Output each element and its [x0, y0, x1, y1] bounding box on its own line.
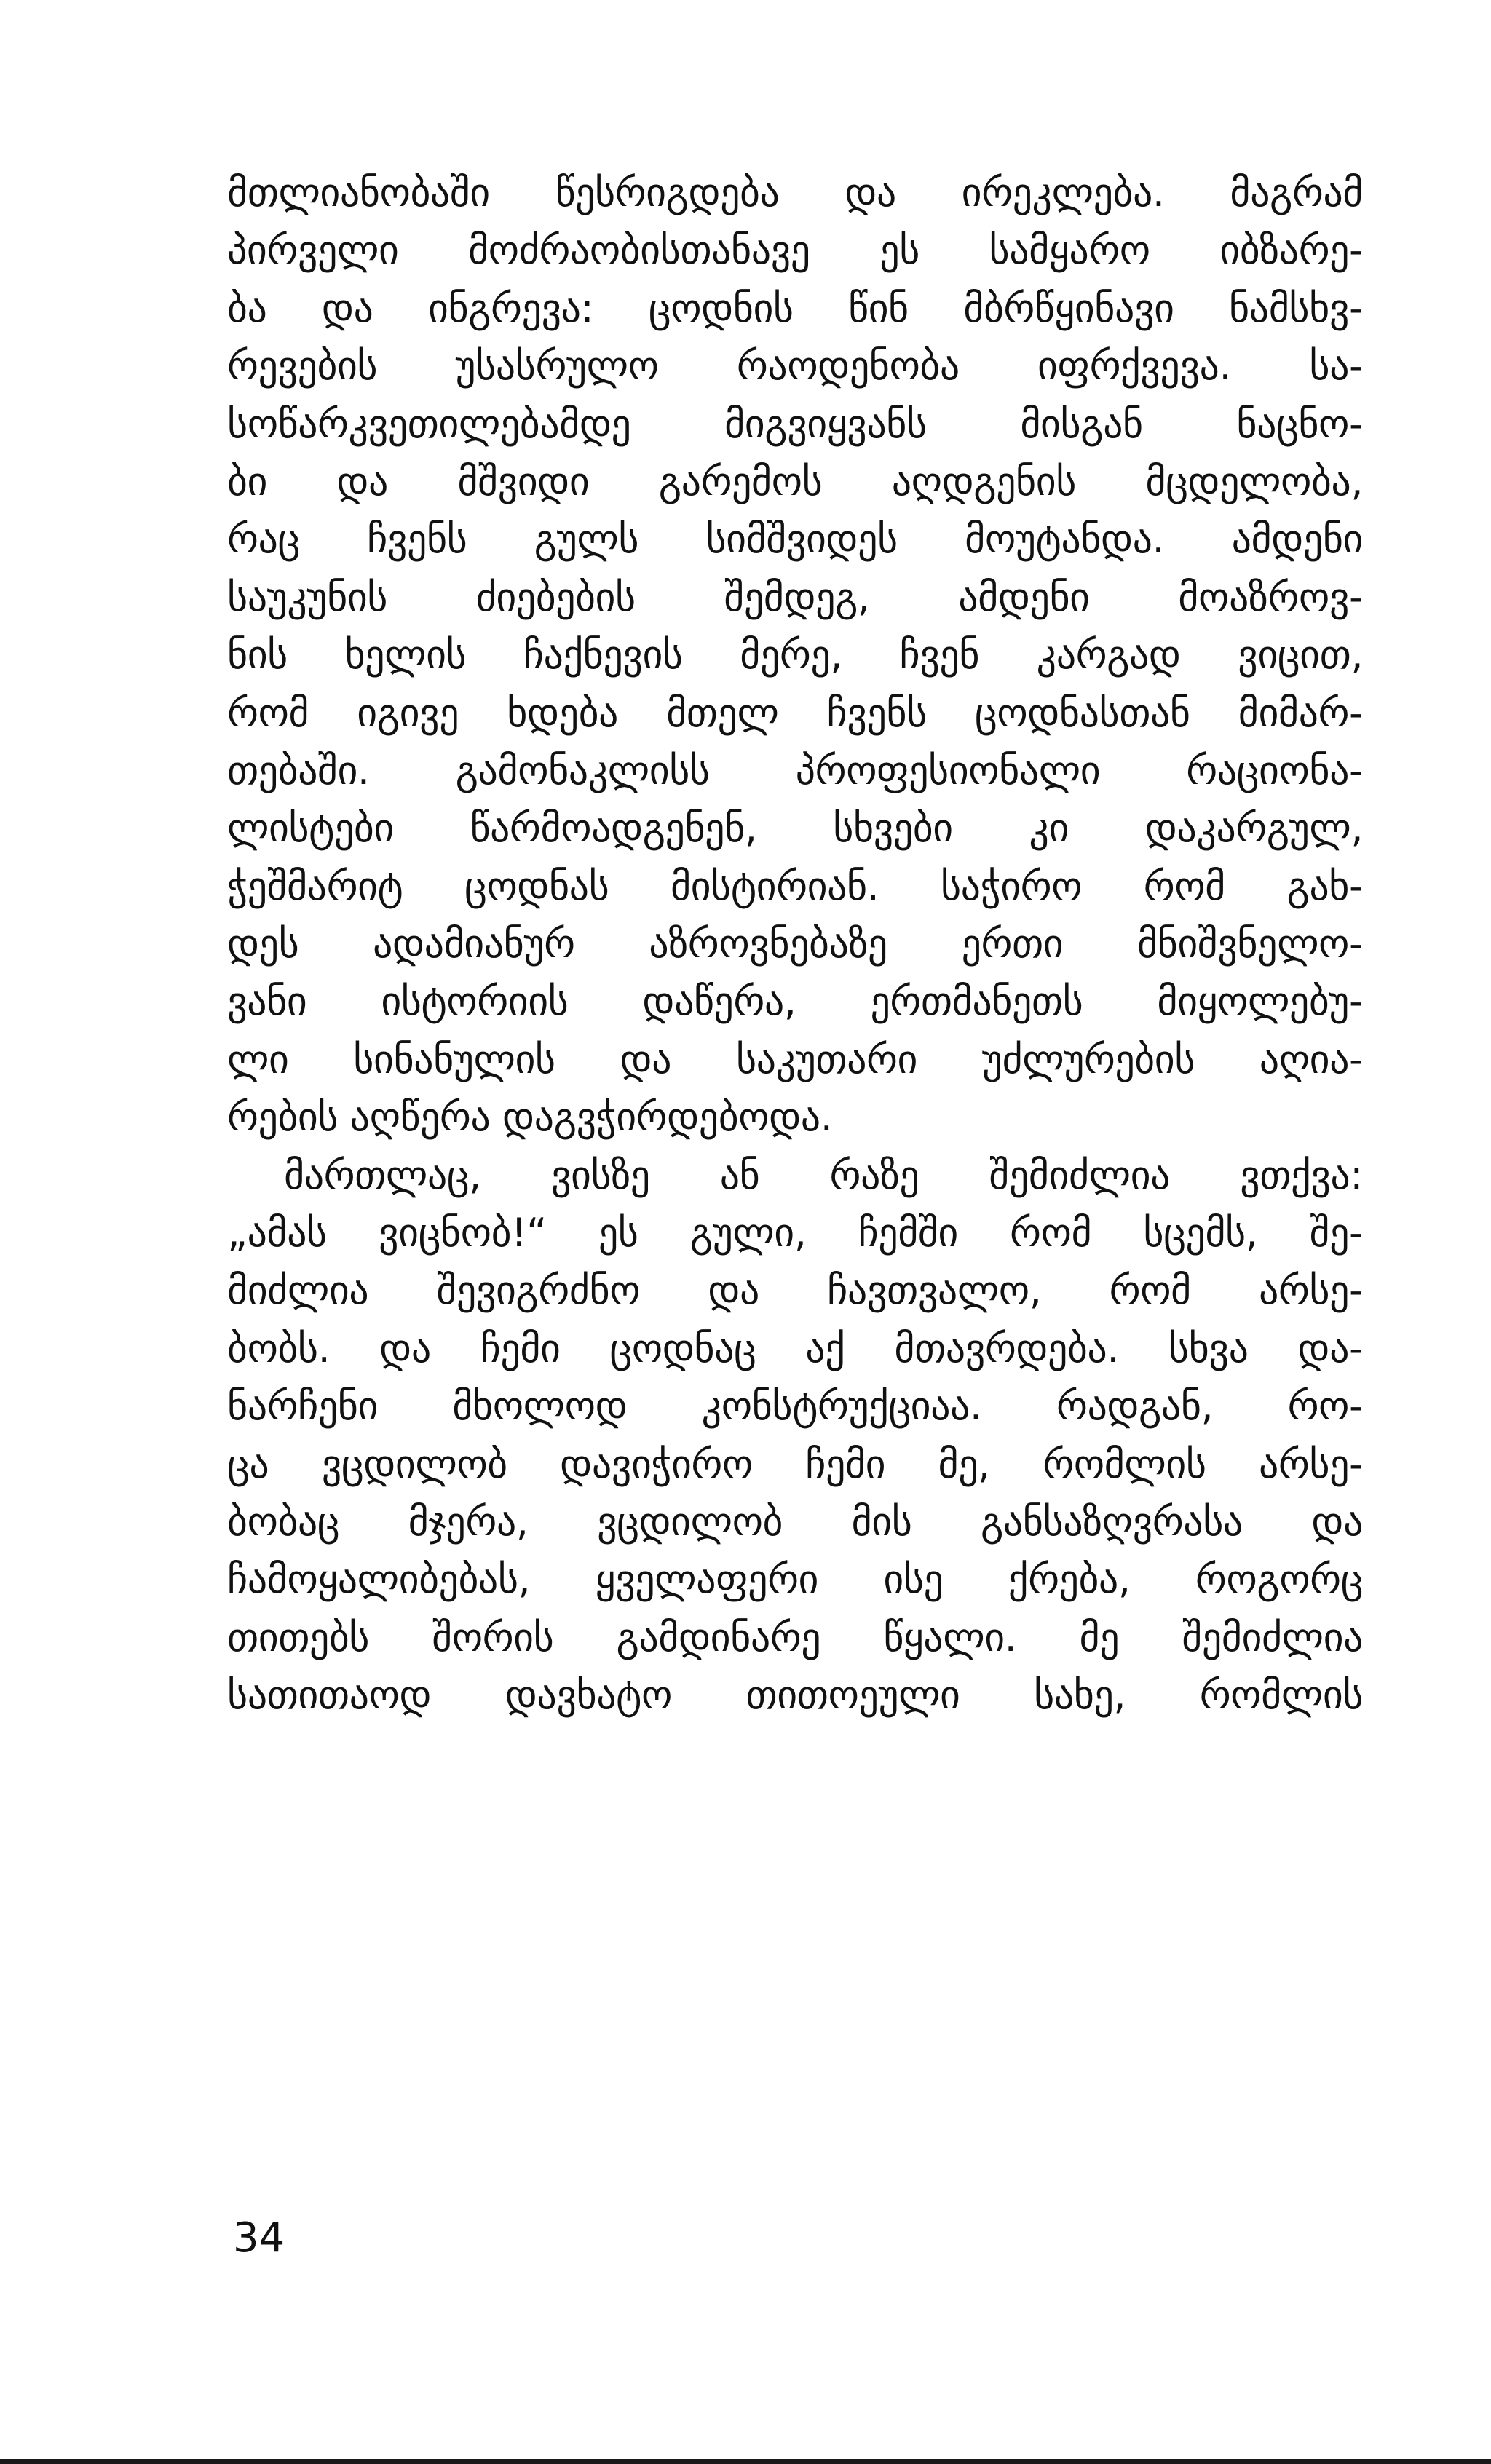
- text-line: სათითაოდ დავხატო თითოეული სახე, რომლის: [227, 1672, 1363, 1719]
- text-line: დეს ადამიანურ აზროვნებაზე ერთი მნიშვნელო-: [227, 921, 1363, 967]
- page-number: 34: [233, 2214, 285, 2262]
- text-line: ნარჩენი მხოლოდ კონსტრუქციაა. რადგან, რო-: [227, 1383, 1363, 1430]
- text-line: „ამას ვიცნობ!“ ეს გული, ჩემში რომ სცემს, შე-: [227, 1210, 1363, 1256]
- text-line: მიძლია შევიგრძნო და ჩავთვალო, რომ არსე-: [227, 1267, 1363, 1314]
- text-line: რების აღწერა დაგვჭირდებოდა.: [227, 1094, 833, 1141]
- text-line: ბა და ინგრევა: ცოდნის წინ მბრწყინავი ნამსხვ-: [227, 285, 1363, 331]
- text-line: რევების უსასრულო რაოდენობა იფრქვევა. სა-: [227, 343, 1363, 389]
- text-line: რომ იგივე ხდება მთელ ჩვენს ცოდნასთან მიმარ-: [227, 689, 1363, 736]
- text-line: საუკუნის ძიებების შემდეგ, ამდენი მოაზროვ-: [227, 574, 1363, 620]
- text-line: ჭეშმარიტ ცოდნას მისტირიან. საჭირო რომ გახ-: [227, 863, 1363, 909]
- text-line: თებაში. გამონაკლისს პროფესიონალი რაციონა-: [227, 747, 1363, 793]
- text-line: ბი და მშვიდი გარემოს აღდგენის მცდელობა,: [227, 458, 1363, 504]
- text-line: პირველი მოძრაობისთანავე ეს სამყარო იბზარე-: [227, 227, 1363, 274]
- text-line: მართლაც, ვისზე ან რაზე შემიძლია ვთქვა:: [284, 1152, 1363, 1198]
- text-line: ნის ხელის ჩაქნევის მერე, ჩვენ კარგად ვიცით,: [227, 632, 1363, 678]
- text-line: ბობაც მჯერა, ვცდილობ მის განსაზღვრასა და: [227, 1498, 1363, 1545]
- body-text: [227, 164, 1363, 1724]
- text-line: რაც ჩვენს გულს სიმშვიდეს მოუტანდა. ამდენი: [227, 516, 1363, 563]
- text-line: ლისტები წარმოადგენენ, სხვები კი დაკარგულ,: [227, 805, 1363, 852]
- text-line: მთლიანობაში წესრიგდება და ირეკლება. მაგრამ: [227, 170, 1363, 215]
- text-line: ჩამოყალიბებას, ყველაფერი ისე ქრება, როგორც: [227, 1556, 1363, 1603]
- text-line: თითებს შორის გამდინარე წყალი. მე შემიძლია: [227, 1614, 1363, 1660]
- text-line: ვანი ისტორიის დაწერა, ერთმანეთს მიყოლებუ-: [227, 978, 1363, 1025]
- text-line: ბობს. და ჩემი ცოდნაც აქ მთავრდება. სხვა და-: [227, 1325, 1363, 1371]
- text-line: სოწარკვეთილებამდე მიგვიყვანს მისგან ნაცნო-: [227, 400, 1363, 447]
- text-line: ცა ვცდილობ დავიჭირო ჩემი მე, რომლის არსე-: [227, 1441, 1363, 1487]
- page-bottom-edge: [0, 2459, 1491, 2464]
- text-line: ლი სინანულის და საკუთარი უძლურების აღია-: [227, 1036, 1363, 1082]
